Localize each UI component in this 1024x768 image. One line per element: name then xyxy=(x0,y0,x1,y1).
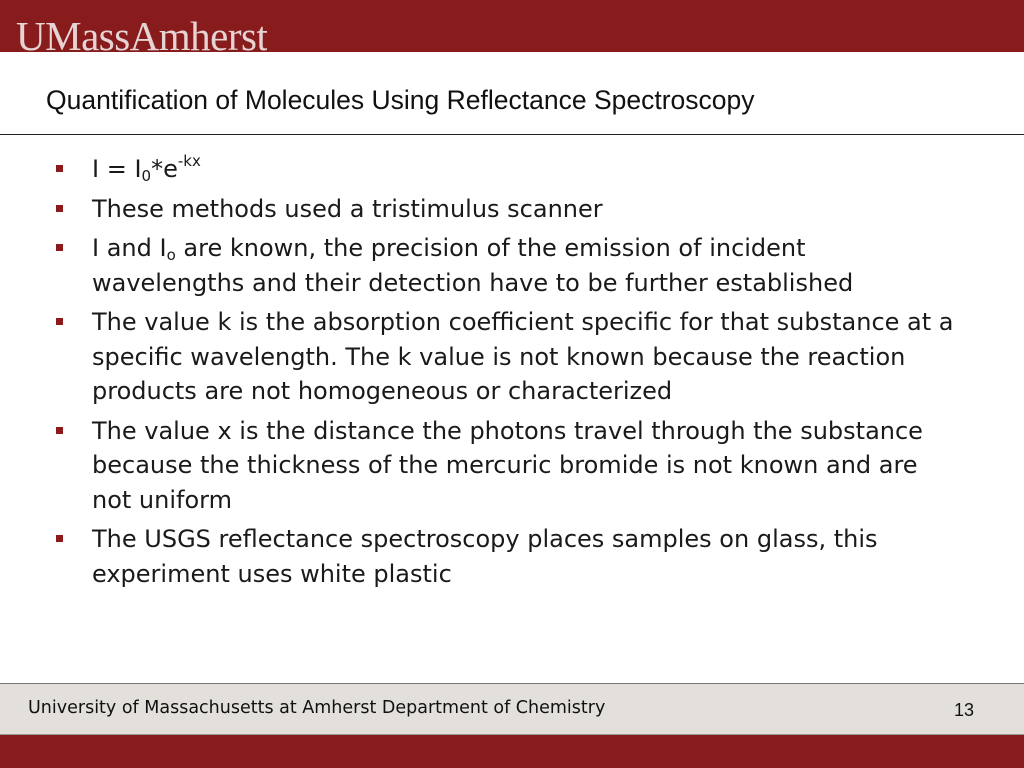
square-bullet-icon xyxy=(56,165,63,172)
bullet-item-equation xyxy=(56,152,956,187)
bullet-item-tristimulus xyxy=(56,192,956,227)
bullet-list xyxy=(56,152,956,596)
bullet-text: The value x is the distance the photons travel through the substance because the thickness of the mercuric bromide is not known and are not uniform xyxy=(92,416,923,514)
header-bar xyxy=(0,0,1024,52)
square-bullet-icon xyxy=(56,244,63,251)
subscript: 0 xyxy=(141,167,152,185)
bullet-text: These methods used a tristimulus scanner xyxy=(92,194,603,223)
bullet-item-usgs xyxy=(56,522,956,591)
slide-title: Quantification of Molecules Using Reflectance Spectroscopy xyxy=(46,85,755,115)
bottom-bar xyxy=(0,735,1024,768)
bullet-text: The USGS reflectance spectroscopy places samples on glass, this experiment uses white plastic xyxy=(92,525,878,588)
footer-bar xyxy=(0,683,1024,735)
square-bullet-icon xyxy=(56,205,63,212)
umass-amherst-logo: UMassAmherst xyxy=(16,13,268,52)
title-divider xyxy=(0,134,1024,135)
superscript: -kx xyxy=(177,152,201,170)
bullet-text: I and $I_o$ are known, the precision of the emission of incident wavelengths and their detection have to be further established xyxy=(92,234,854,297)
bullet-item-k-value xyxy=(56,305,956,409)
bullet-item-known-values xyxy=(56,231,956,300)
bullet-text: The value k is the absorption coefficient specific for that substance at a specific wavelength. The k value is not known because the reaction products are not homogeneous or characterized xyxy=(92,308,954,405)
bullet-text: $I = I_0*e^{-kx}$ xyxy=(92,152,201,185)
page-number: 13 xyxy=(953,700,974,720)
square-bullet-icon xyxy=(56,318,63,325)
square-bullet-icon xyxy=(56,535,63,542)
square-bullet-icon xyxy=(56,427,63,434)
bullet-item-x-value xyxy=(56,414,956,518)
subscript: o xyxy=(166,246,176,264)
footer-department-text: University of Massachusetts at Amherst Department of Chemistry xyxy=(28,698,606,718)
